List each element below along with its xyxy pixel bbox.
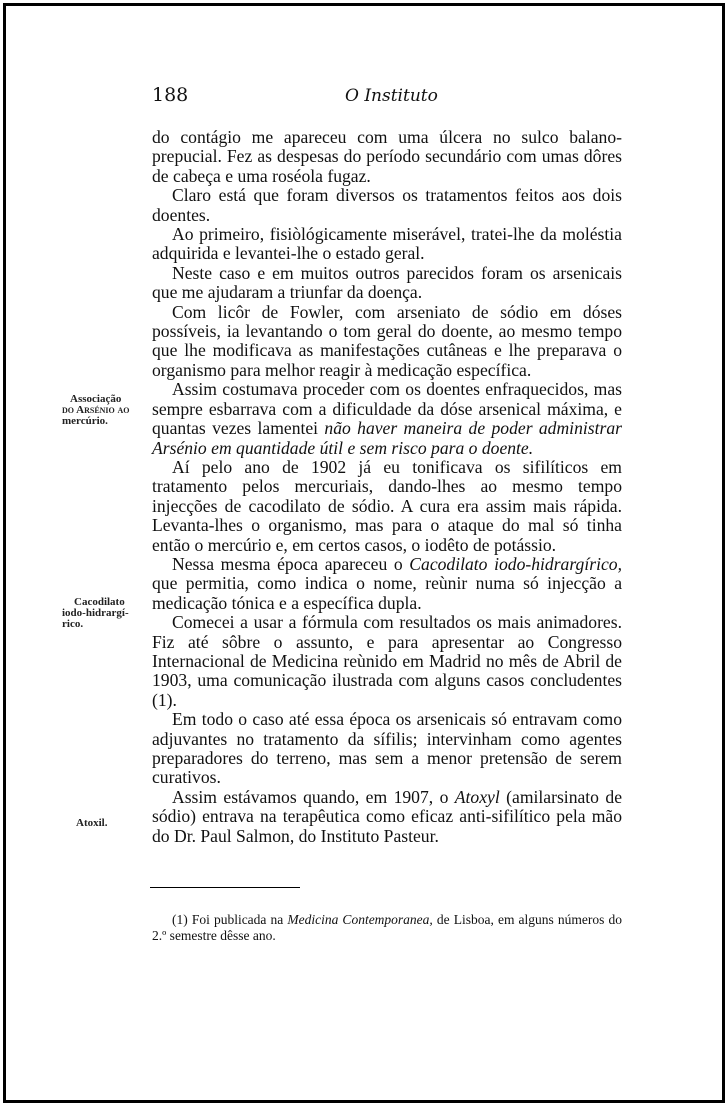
emphasis-text: Cacodilato iodo-hidrargírico, <box>409 553 622 574</box>
footnote-text <box>152 912 622 944</box>
paragraph <box>152 380 622 458</box>
footnote-text-part: de Lisboa, em alguns números do 2.º semestre dêsse ano. <box>152 912 622 943</box>
margin-note-line: mercúrio. <box>62 415 108 427</box>
footnote-text-part: (1) Foi publicada na <box>172 912 288 927</box>
footnote-divider <box>150 887 300 888</box>
paragraph: Aí pelo ano de 1902 já eu tonificava os sifilíticos em tratamento pelos mercuriais, dando-lhes ao mesmo tempo injecções de cacodilato de sódio. A cura era assim mais rápida. Levanta-lhes o organismo, mas para o ataque do mal só tinha então o mercúrio e, em certos casos, o iodêto de potássio. <box>152 456 622 555</box>
margin-note-line: do Arsénio ao <box>62 404 130 416</box>
paragraph: Comecei a usar a fórmula com resultados os mais animadores. Fiz até sôbre o assunto, e para apresentar ao Congresso Internacional de Medicina reùnido em Madrid no mês de Abril de 1903, uma comunicação ilustrada com alguns casos concludentes (1). <box>152 612 622 710</box>
paragraph <box>152 555 622 613</box>
paragraph: Com licôr de Fowler, com arseniato de sódio em dóses possíveis, ia levantando o tom geral do doente, ao mesmo tempo que lhe modificava as manifestações cutâneas e lhe preparava o organismo para melhor reagir à medicação específica. <box>152 301 622 380</box>
margin-note-line: rico. <box>62 618 84 630</box>
paragraph: Neste caso e em muitos outros parecidos foram os arsenicais que me ajudaram a triunfar da doença. <box>152 262 622 303</box>
paragraph-text: Nessa mesma época apareceu o <box>172 553 410 574</box>
margin-note-line: Associação <box>70 393 122 405</box>
body-text <box>152 128 622 846</box>
footnote <box>152 912 622 944</box>
paragraph <box>152 788 622 846</box>
running-title: O Instituto <box>345 86 438 106</box>
margin-note-arsenio <box>62 394 150 427</box>
paragraph: do contágio me apareceu com uma úlcera no sulco balano-prepucial. Fez as despesas do período secundário com umas dôres de cabeça e uma roséola fugaz. <box>152 127 622 186</box>
margin-note-line: iodo-hidrargí- <box>62 607 129 619</box>
margin-note-cacodilato <box>62 597 150 630</box>
paragraph: Ao primeiro, fisiòlógicamente miserável, tratei-lhe da moléstia adquirida e levantei-lhe o estado geral. <box>152 224 622 264</box>
paragraph-text: que permitia, como indica o nome, reùnir numa só injecção a medicação tónica e a específica dupla. <box>152 573 622 613</box>
footnote-emphasis: Medicina Contemporanea, <box>287 912 433 927</box>
paragraph-text: Assim estávamos quando, em 1907, o <box>172 786 455 807</box>
paragraph-text: (amilarsinato de sódio) entrava na terapêutica como eficaz anti-sifilítico pela mão do Dr. Paul Salmon, do Instituto Pasteur. <box>152 786 622 846</box>
paragraph-text: Assim costumava proceder com os doentes enfraquecidos, mas sempre esbarrava com a dificuldade da dóse arsenical máxima, e quantas vezes lamentei <box>152 379 622 439</box>
paragraph: Claro está que foram diversos os tratamentos feitos aos dois doentes. <box>152 185 622 225</box>
emphasis-text: não haver maneira de poder administrar Arsénio em quantidade útil e sem risco para o doente. <box>152 418 622 458</box>
emphasis-text: Atoxyl <box>454 786 500 807</box>
page-number: 188 <box>152 84 189 106</box>
margin-note-line: Atoxil. <box>76 817 108 829</box>
paragraph: Em todo o caso até essa época os arsenicais só entravam como adjuvantes no tratamento da sífilis; intervinham como agentes preparadores do terreno, mas sem a menor pretensão de serem curativos. <box>152 709 622 788</box>
margin-note-line: Cacodilato <box>74 596 125 608</box>
margin-note-atoxil <box>76 818 164 829</box>
